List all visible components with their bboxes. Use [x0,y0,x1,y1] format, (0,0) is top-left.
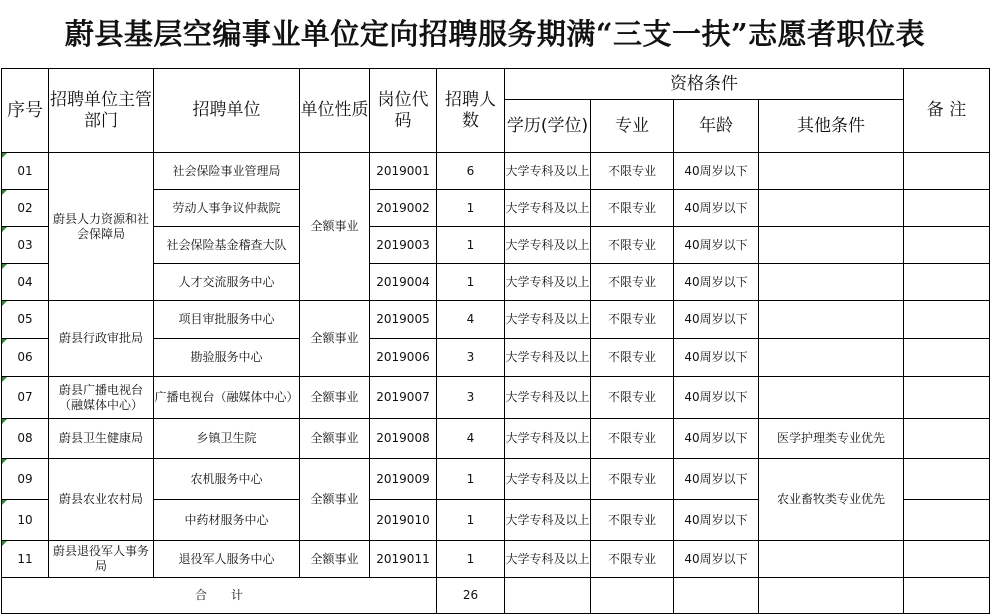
cell-code: 2019006 [370,339,437,377]
cell-major: 不限专业 [591,301,674,339]
header-unit: 招聘单位 [154,69,300,153]
cell-code: 2019001 [370,153,437,190]
cell-code: 2019004 [370,264,437,301]
cell-nature: 全额事业 [300,419,370,459]
cell-remark [904,339,990,377]
cell-dept: 蔚县卫生健康局 [49,419,154,459]
cell-age: 40周岁以下 [674,227,759,264]
cell-other [759,227,904,264]
table-row [2,541,990,578]
cell-major: 不限专业 [591,459,674,500]
cell-remark [904,153,990,190]
cell-education: 大学专科及以上 [505,227,591,264]
cell-seq: 05 [2,301,49,339]
cell-education: 大学专科及以上 [505,153,591,190]
cell-count: 4 [437,301,505,339]
cell-dept: 蔚县行政审批局 [49,301,154,377]
cell-remark [904,541,990,578]
cell-code: 2019007 [370,377,437,419]
cell-count: 1 [437,190,505,227]
cell-age [674,578,759,614]
cell-nature: 全额事业 [300,153,370,301]
total-label: 合 计 [2,578,437,614]
cell-remark [904,500,990,541]
cell-code: 2019002 [370,190,437,227]
header-row-1 [2,69,990,100]
table-row [2,301,990,339]
table-row [2,153,990,190]
cell-unit: 劳动人事争议仲裁院 [154,190,300,227]
cell-education: 大学专科及以上 [505,541,591,578]
page-title: 蔚县基层空编事业单位定向招聘服务期满“三支一扶”志愿者职位表 [64,17,926,51]
cell-age: 40周岁以下 [674,500,759,541]
cell-major: 不限专业 [591,264,674,301]
header-code: 岗位代码 [370,69,437,153]
cell-dept: 蔚县农业农村局 [49,459,154,541]
cell-count: 3 [437,377,505,419]
header-remark: 备 注 [904,69,990,153]
cell-major [591,578,674,614]
cell-age: 40周岁以下 [674,419,759,459]
cell-code: 2019005 [370,301,437,339]
cell-education: 大学专科及以上 [505,500,591,541]
cell-remark [904,190,990,227]
cell-count: 6 [437,153,505,190]
cell-remark [904,264,990,301]
cell-count: 1 [437,264,505,301]
cell-nature: 全额事业 [300,301,370,377]
cell-code: 2019009 [370,459,437,500]
table-row [2,459,990,500]
cell-nature: 全额事业 [300,459,370,541]
cell-education: 大学专科及以上 [505,459,591,500]
header-dept: 招聘单位主管部门 [49,69,154,153]
cell-age: 40周岁以下 [674,153,759,190]
total-row [2,578,990,614]
cell-dept: 蔚县人力资源和社会保障局 [49,153,154,301]
cell-remark [904,419,990,459]
header-seq: 序号 [2,69,49,153]
cell-seq: 07 [2,377,49,419]
cell-age: 40周岁以下 [674,264,759,301]
header-qualifications: 资格条件 [505,69,904,100]
cell-remark [904,227,990,264]
total-count: 26 [437,578,505,614]
cell-code: 2019008 [370,419,437,459]
cell-age: 40周岁以下 [674,541,759,578]
cell-unit: 农机服务中心 [154,459,300,500]
cell-age: 40周岁以下 [674,301,759,339]
cell-age: 40周岁以下 [674,459,759,500]
cell-education [505,578,591,614]
cell-other [759,541,904,578]
cell-seq: 11 [2,541,49,578]
cell-seq: 02 [2,190,49,227]
cell-seq: 04 [2,264,49,301]
cell-seq: 09 [2,459,49,500]
cell-unit: 退役军人服务中心 [154,541,300,578]
cell-dept: 蔚县广播电视台（融媒体中心） [49,377,154,419]
cell-education: 大学专科及以上 [505,264,591,301]
cell-remark [904,578,990,614]
cell-major: 不限专业 [591,377,674,419]
cell-seq: 08 [2,419,49,459]
cell-education: 大学专科及以上 [505,339,591,377]
cell-unit: 广播电视台（融媒体中心） [154,377,300,419]
header-count: 招聘人数 [437,69,505,153]
cell-other: 农业畜牧类专业优先 [759,459,904,541]
header-major: 专业 [591,100,674,153]
cell-other [759,339,904,377]
cell-count: 1 [437,459,505,500]
cell-education: 大学专科及以上 [505,377,591,419]
header-age: 年龄 [674,100,759,153]
cell-age: 40周岁以下 [674,339,759,377]
cell-unit: 社会保险事业管理局 [154,153,300,190]
cell-other [759,264,904,301]
cell-education: 大学专科及以上 [505,190,591,227]
header-education: 学历(学位) [505,100,591,153]
cell-unit: 社会保险基金稽查大队 [154,227,300,264]
table-row [2,377,990,419]
cell-code: 2019003 [370,227,437,264]
cell-unit: 勘验服务中心 [154,339,300,377]
table-row [2,419,990,459]
position-table [1,68,990,614]
cell-count: 3 [437,339,505,377]
cell-age: 40周岁以下 [674,377,759,419]
header-nature: 单位性质 [300,69,370,153]
cell-seq: 01 [2,153,49,190]
cell-nature: 全额事业 [300,541,370,578]
cell-code: 2019011 [370,541,437,578]
cell-count: 4 [437,419,505,459]
cell-age: 40周岁以下 [674,190,759,227]
cell-count: 1 [437,227,505,264]
cell-education: 大学专科及以上 [505,301,591,339]
cell-major: 不限专业 [591,227,674,264]
cell-remark [904,459,990,500]
cell-remark [904,377,990,419]
cell-unit: 中药材服务中心 [154,500,300,541]
header-other: 其他条件 [759,100,904,153]
cell-major: 不限专业 [591,190,674,227]
cell-other [759,153,904,190]
cell-nature: 全额事业 [300,377,370,419]
cell-major: 不限专业 [591,339,674,377]
cell-major: 不限专业 [591,541,674,578]
cell-remark [904,301,990,339]
cell-major: 不限专业 [591,500,674,541]
cell-count: 1 [437,500,505,541]
cell-other: 医学护理类专业优先 [759,419,904,459]
cell-major: 不限专业 [591,419,674,459]
cell-seq: 06 [2,339,49,377]
cell-count: 1 [437,541,505,578]
cell-unit: 项目审批服务中心 [154,301,300,339]
cell-unit: 人才交流服务中心 [154,264,300,301]
cell-major: 不限专业 [591,153,674,190]
cell-seq: 03 [2,227,49,264]
cell-code: 2019010 [370,500,437,541]
cell-education: 大学专科及以上 [505,419,591,459]
cell-other [759,301,904,339]
cell-other [759,377,904,419]
cell-other [759,190,904,227]
cell-dept: 蔚县退役军人事务局 [49,541,154,578]
cell-unit: 乡镇卫生院 [154,419,300,459]
cell-seq: 10 [2,500,49,541]
cell-other [759,578,904,614]
